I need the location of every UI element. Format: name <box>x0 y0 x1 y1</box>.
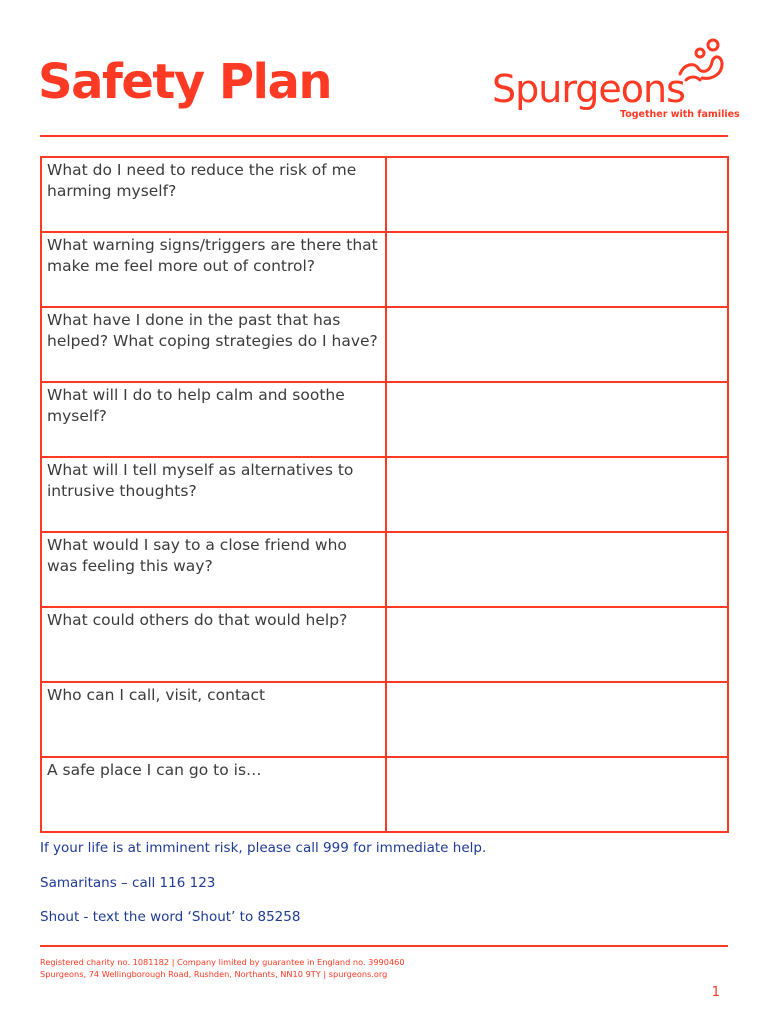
answer-cell[interactable] <box>386 682 728 757</box>
question-cell: A safe place I can go to is… <box>41 757 386 832</box>
question-cell: What have I done in the past that has helped? What coping strategies do I have? <box>41 307 386 382</box>
answer-cell[interactable] <box>386 157 728 232</box>
table-row <box>41 307 728 382</box>
footer-charity-line: Registered charity no. 1081182 | Company limited by guarantee in England no. 3990460 <box>40 957 405 967</box>
spurgeons-logo <box>492 36 740 126</box>
answer-cell[interactable] <box>386 307 728 382</box>
samaritans-note: Samaritans – call 116 123 <box>40 875 216 891</box>
footer-divider <box>40 945 728 947</box>
shout-note: Shout - text the word ‘Shout’ to 85258 <box>40 909 301 925</box>
logo-tagline: Together with families <box>620 109 740 120</box>
question-cell: What warning signs/triggers are there that make me feel more out of control? <box>41 232 386 307</box>
question-cell: Who can I call, visit, contact <box>41 682 386 757</box>
answer-cell[interactable] <box>386 757 728 832</box>
table-row <box>41 532 728 607</box>
question-cell: What would I say to a close friend who was feeling this way? <box>41 532 386 607</box>
table-row <box>41 607 728 682</box>
answer-cell[interactable] <box>386 607 728 682</box>
question-cell: What will I do to help calm and soothe myself? <box>41 382 386 457</box>
table-row <box>41 457 728 532</box>
table-row <box>41 382 728 457</box>
header-divider <box>40 135 728 137</box>
table-row <box>41 157 728 232</box>
answer-cell[interactable] <box>386 457 728 532</box>
question-cell: What could others do that would help? <box>41 607 386 682</box>
page-number: 1 <box>711 985 720 1000</box>
table-row <box>41 757 728 832</box>
footer-address-line: Spurgeons, 74 Wellingborough Road, Rushden, Northants, NN10 9TY | spurgeons.org <box>40 969 388 979</box>
answer-cell[interactable] <box>386 382 728 457</box>
safety-plan-table <box>40 156 729 833</box>
emergency-note: If your life is at imminent risk, please call 999 for immediate help. <box>40 840 487 856</box>
table-row <box>41 682 728 757</box>
footer-legal <box>40 956 405 980</box>
logo-wordmark: Spurgeons <box>492 67 685 111</box>
question-cell: What do I need to reduce the risk of me harming myself? <box>41 157 386 232</box>
answer-cell[interactable] <box>386 232 728 307</box>
table-row <box>41 232 728 307</box>
answer-cell[interactable] <box>386 532 728 607</box>
page-title: Safety Plan <box>38 54 332 110</box>
question-cell: What will I tell myself as alternatives to intrusive thoughts? <box>41 457 386 532</box>
